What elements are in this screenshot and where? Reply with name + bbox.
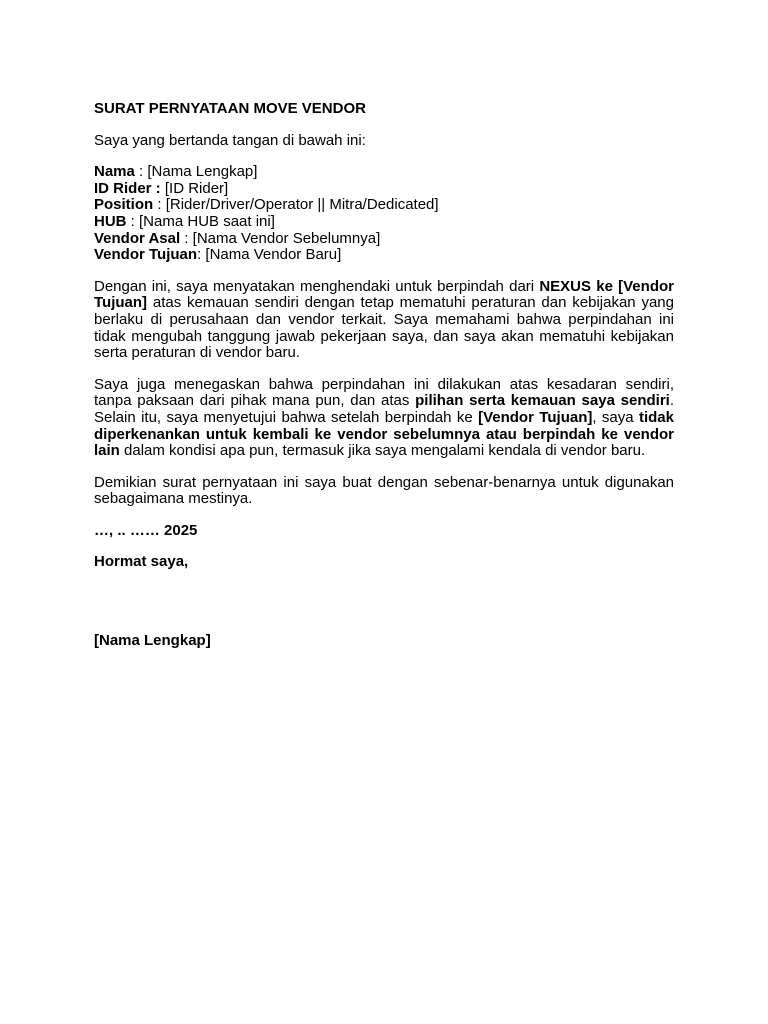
field-position xyxy=(94,197,674,214)
document-title: SURAT PERNYATAAN MOVE VENDOR xyxy=(94,100,366,117)
text-run: Dengan ini, saya menyatakan menghendaki untuk berpindah dari xyxy=(94,277,540,295)
field-label: Position xyxy=(94,196,154,214)
text-run: Saya juga menegaskan bahwa perpindahan ini dilakukan atas kesadaran sendiri, tanpa paksaan dari pihak mana pun, dan atas xyxy=(94,375,674,410)
field-label: ID Rider : xyxy=(94,179,161,197)
field-separator: : xyxy=(153,196,166,214)
paragraph-closing-statement: Demikian surat pernyataan ini saya buat dengan sebenar-benarnya untuk digunakan sebagaimana mestinya. xyxy=(94,473,674,508)
field-value: [ID Rider] xyxy=(164,179,229,197)
text-run: , saya xyxy=(592,408,639,426)
field-value: [Nama Vendor Baru] xyxy=(205,246,342,264)
field-separator: : xyxy=(197,246,206,264)
field-id-rider xyxy=(94,181,674,198)
text-run: dalam kondisi apa pun, termasuk jika saya mengalami kendala di vendor baru. xyxy=(119,442,646,460)
field-value: [Nama HUB saat ini] xyxy=(139,212,275,230)
field-separator: : xyxy=(180,229,193,247)
paragraph-consent xyxy=(94,377,674,460)
field-value: [Rider/Driver/Operator || Mitra/Dedicated] xyxy=(165,196,439,214)
text-run-bold: NEXUS ke [Vendor Tujuan] xyxy=(94,277,674,312)
field-vendor-tujuan xyxy=(94,247,674,264)
field-label: HUB xyxy=(94,212,127,230)
paragraph-move-statement xyxy=(94,279,674,362)
field-label: Nama xyxy=(94,163,135,181)
field-label: Vendor Tujuan xyxy=(94,246,198,264)
text-run-bold: pilihan serta kemauan saya sendiri xyxy=(415,392,670,410)
field-vendor-asal xyxy=(94,231,674,248)
field-separator: : xyxy=(126,212,140,230)
field-nama xyxy=(94,164,674,181)
text-run-bold: [Vendor Tujuan] xyxy=(478,408,593,426)
date-line: …, .. …… 2025 xyxy=(94,521,198,539)
field-label: Vendor Asal xyxy=(94,229,181,247)
field-value: [Nama Lengkap] xyxy=(147,163,258,181)
identity-fields xyxy=(94,164,674,264)
intro-text: Saya yang bertanda tangan di bawah ini: xyxy=(94,131,366,149)
closing-salutation: Hormat saya, xyxy=(94,553,189,571)
field-hub xyxy=(94,214,674,231)
text-run-bold: tidak diperkenankan untuk kembali ke vendor sebelumnya atau berpindah ke vendor lain xyxy=(94,408,674,460)
text-run: . Selain itu, saya menyetujui bahwa setelah berpindah ke xyxy=(94,392,674,426)
text-run: atas kemauan sendiri dengan tetap mematuhi peraturan dan kebijakan yang berlaku di perusahaan dan vendor terkait. Saya memahami bahwa perpindahan ini tidak mengubah tanggung jawab pekerjaan saya, dan saya akan mematuhi kebijakan serta peraturan di vendor baru. xyxy=(94,294,674,362)
signature-name: [Nama Lengkap] xyxy=(94,632,211,650)
field-value: [Nama Vendor Sebelumnya] xyxy=(192,229,381,247)
field-separator: : xyxy=(134,163,148,181)
